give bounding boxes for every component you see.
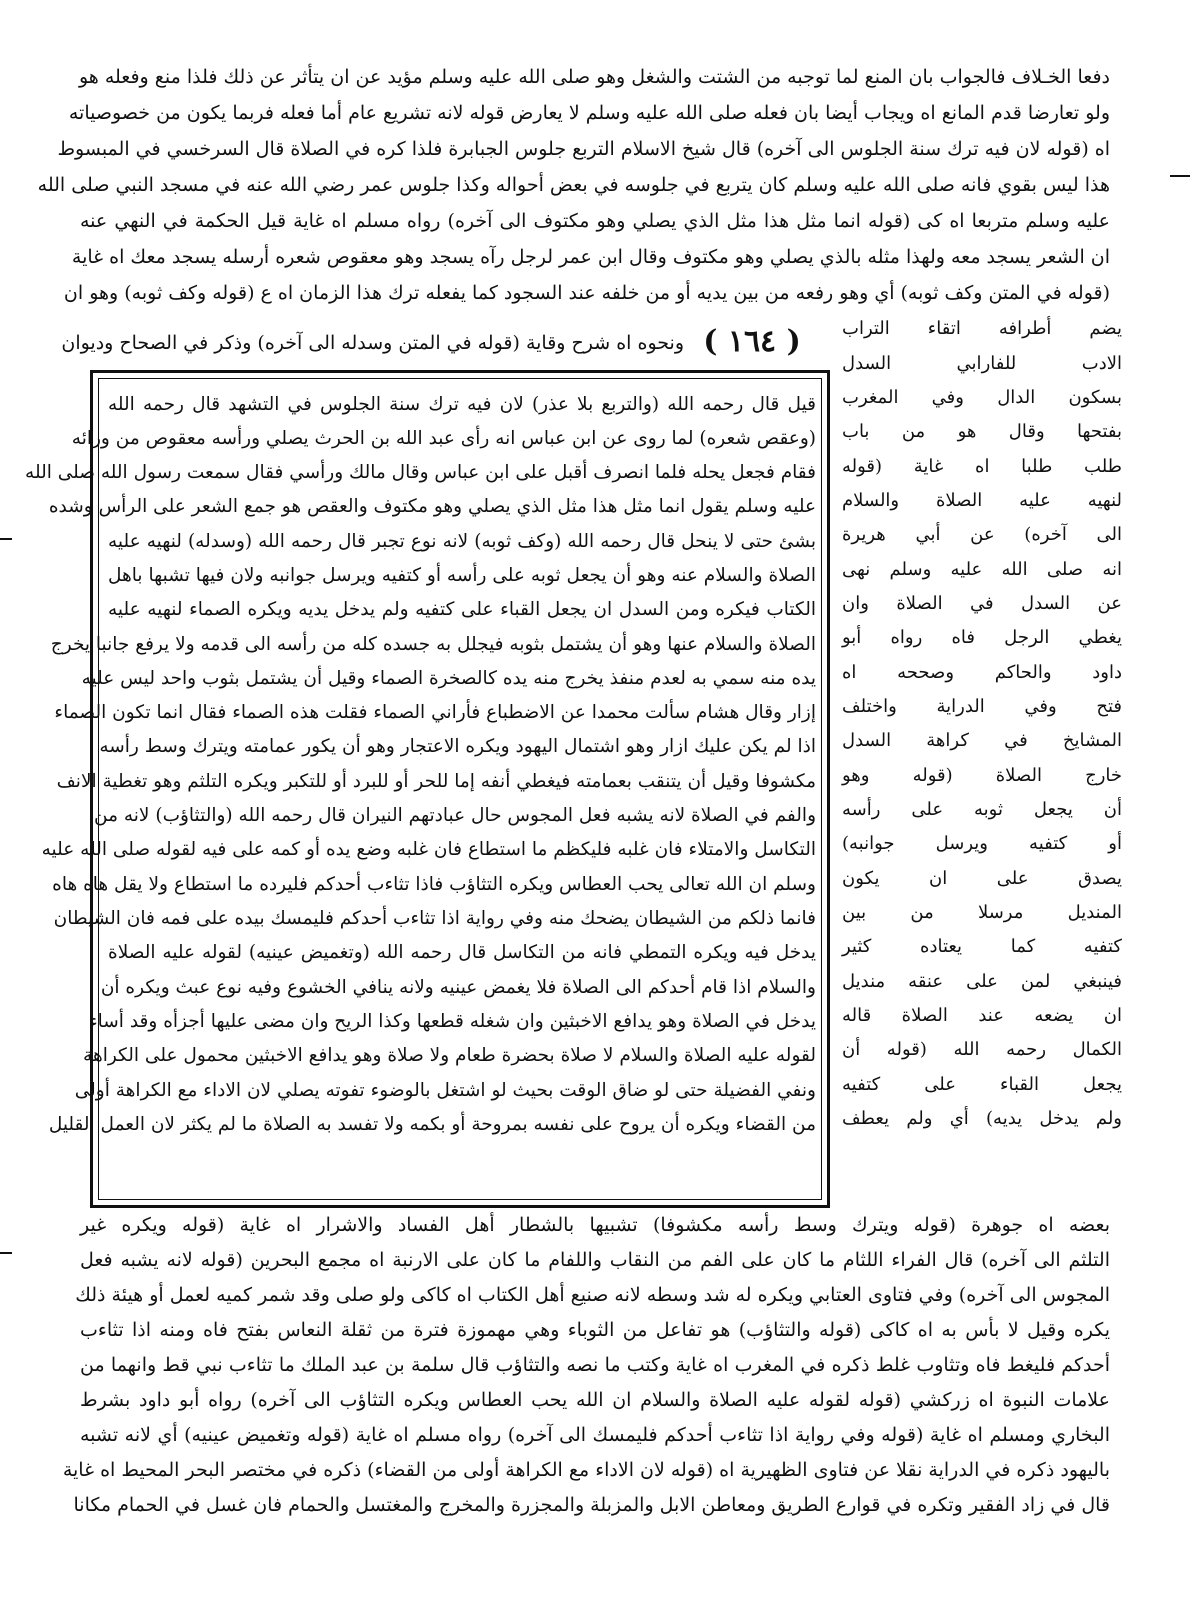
bottom-line: المجوس الى آخره) وفي فتاوى العتابي ويكره له شد وسطه لانه صنيع أهل الكتاب اه كاكى ولو صلى وقد شمر كميه لعمل أو هيئة ذلك (75, 1284, 1110, 1306)
top-line: هذا ليس بقوي فانه صلى الله عليه وسلم كان يتربع في جلوسه في بعض أحواله وكذا جلوس عمر رضي الله عنه في مسجد النبي صلى الله (37, 174, 1110, 196)
side-line: عن السدل في الصلاة وان (842, 593, 1122, 614)
main-line: بشئ حتى لا ينحل قال رحمه الله (وكف ثوبه) لانه نوع تجبر قال رحمه الله (وسدله) لنهيه عليه (108, 531, 816, 552)
main-line: يدخل فيه ويكره التمطي فانه من التكاسل قال رحمه الله (وتغميض عينيه) لقوله عليه الصلاة (108, 942, 816, 963)
side-line: أن يجعل ثوبه على رأسه (842, 799, 1122, 820)
main-line: اذا لم يكن عليك ازار وهو اشتمال اليهود ويكره الاعتجار وهو أن يكور عمامته ويترك وسط رأسه (99, 736, 816, 757)
margin-mark (1170, 175, 1190, 177)
side-fragment: يضم أطرافه اتقاء التراب (842, 318, 1122, 339)
main-line: عليه وسلم يقول انما مثل هذا مثل الذي يصلي وهو مكتوف والعقص هو جمع الشعر على الرأس وشده (48, 496, 816, 517)
side-line: يجعل القباء على كتفيه (842, 1074, 1122, 1095)
main-line: التكاسل والامتلاء فان غلبه فليكظم ما استطاع فان غلبه وضع يده أو كمه على فيه لقوله صلى الله عليه (41, 839, 816, 860)
side-line: داود والحاكم وصححه اه (842, 662, 1122, 683)
side-line: كتفيه كما يعتاده كثير (842, 936, 1122, 957)
page-number: ( ١٦٤ ) (703, 324, 801, 359)
side-line: بفتحها وقال هو من باب (842, 421, 1122, 442)
main-line: ونفي الفضيلة حتى لو ضاق الوقت بحيث لو اشتغل بالوضوء تفوته يصلي لان الاداء مع الكراهة أولى (74, 1080, 816, 1101)
main-line: (وعقص شعره) لما روى عن ابن عباس انه رأى عبد الله بن الحرث يصلي ورأسه معقوص من ورائه (71, 428, 816, 449)
main-line: مكشوفا وقيل أن يتنقب بعمامته فيغطي أنفه إما للحر أو للبرد أو للتكبر ويكره التلثم وهو تغطية الانف (56, 771, 816, 792)
main-line: فقام فجعل يحله فلما انصرف أقبل على ابن عباس وقال مالك ورأسي فقال سمعت رسول الله صلى الله (25, 462, 816, 483)
margin-mark (0, 538, 12, 540)
main-line: يده منه سمي به لعدم منفذ يخرج منه يده كالصخرة الصماء وقيل أن يشتمل بثوب واحد ليس عليه (81, 668, 816, 689)
bottom-line: باليهود ذكره في الدراية نقلا عن فتاوى الظهيرية اه (قوله لان الاداء مع الكراهة أولى من القضاء) ذكره في مختصر البحر المحيط اه غاية (62, 1459, 1110, 1481)
bottom-line: بعضه اه جوهرة (قوله ويترك وسط رأسه مكشوفا) تشبيها بالشطار أهل الفساد والاشرار اه غاية (قوله ويكره غير (80, 1214, 1110, 1236)
side-line: ان يضعه عند الصلاة قاله (842, 1005, 1122, 1026)
bottom-line: أحدكم فليغط فاه وتثاوب غلط ذكره في المغرب اه غاية وكتب ما نصه والتثاؤب قال سلمة بن عبد الملك ما تثاءب نبي قط وانهما من (80, 1354, 1110, 1376)
main-line: لقوله عليه الصلاة والسلام لا صلاة بحضرة طعام ولا صلاة وهو يدافع الاخبثين محمول على الكراهة (83, 1045, 816, 1066)
bottom-line: قال في زاد الفقير وتكره في قوارع الطريق ومعاطن الابل والمزبلة والمجزرة والمخرج والمغتسل والحمام فان غسل في الحمام مكانا (73, 1494, 1110, 1516)
main-line: قيل قال رحمه الله (والتربع بلا عذر) لان فيه ترك سنة الجلوس في التشهد قال رحمه الله (108, 394, 816, 415)
bottom-line: البخاري ومسلم اه غاية (قوله وفي رواية اذا تثاءب أحدكم فليمسك الى آخره) رواه مسلم اه غاية (قوله وتغميض عينيه) أي لانه تشبه (80, 1424, 1110, 1446)
bottom-line: علامات النبوة اه زركشي (قوله لقوله عليه الصلاة والسلام ان الله يحب العطاس ويكره التثاؤب الى آخره) رواه أبو داود بشرط (80, 1389, 1110, 1411)
main-line: والسلام اذا قام أحدكم الى الصلاة فلا يغمض عينيه ولانه ينافي الخشوع وفيه نوع عبث ويكره أن (100, 977, 816, 998)
side-line: ولم يدخل يديه) أي ولم يعطف (842, 1108, 1122, 1129)
side-line: المنديل مرسلا من بين (842, 902, 1122, 923)
top-line: (قوله في المتن وكف ثوبه) أي وهو رفعه من بين يديه أو من خلفه عند السجود كما يفعله ترك هذا الزمان اه ع (قوله وكف ثوبه) وهو ان (63, 282, 1110, 304)
top-line: ولو تعارضا قدم المانع اه ويجاب أيضا بان فعله صلى الله عليه وسلم لا يعارض قوله لانه تشريع عام أما فعله فربما يكون من خصوصياته (68, 102, 1110, 124)
side-line: الى آخره) عن أبي هريرة (842, 524, 1122, 545)
main-line: وسلم ان الله تعالى يحب العطاس ويكره التثاؤب فاذا تثاءب أحدكم فليرده ما استطاع ولا يقل هاه هاه (52, 874, 816, 895)
bottom-line: التلثم الى آخره) قال الفراء اللثام ما كان على الفم من النقاب واللفام ما كان على الارنبة اه مجمع البحرين (قوله لانه يشبه فعل (80, 1249, 1110, 1271)
top-line: ان الشعر يسجد معه ولهذا مثله بالذي يصلي وهو مكتوف وقال ابن عمر لرجل رآه يسجد وهو معقوص شعره أرسله يسجد معك اه غاية (71, 246, 1110, 268)
side-line: الادب للفارابي السدل (842, 353, 1122, 374)
side-line: طلب طلبا اه غاية (قوله (842, 456, 1122, 477)
side-line: يغطي الرجل فاه رواه أبو (842, 627, 1122, 648)
side-line: فينبغي لمن على عنقه منديل (842, 971, 1122, 992)
main-line: يدخل في الصلاة وهو يدافع الاخبثين وان شغله قطعها وكذا الريح وان مضى عليها أجزأه وقد أساء (88, 1011, 816, 1032)
main-line: الصلاة والسلام عنها وهو أن يشتمل بثوبه فيجلل به جسده كله من رأسه الى قدمه ولا يرفع جانبا يخرج (50, 634, 816, 655)
top-line: دفعا الخـلاف فالجواب بان المنع لما توجبه من الشتت والشغل وهو صلى الله عليه وسلم مؤيد عن ان يتأثر عن ذلك فلذا منع وفعله هو (78, 66, 1110, 88)
main-line (108, 1142, 816, 1176)
side-line: المشايخ في كراهة السدل (842, 730, 1122, 751)
bottom-line: يكره وقيل لا بأس به اه كاكى (قوله والتثاؤب) هو تفاعل من الثوباء وهي مهموزة فترة من ثقلة النعاس بفتح فاه ومنه اذا تثاءب (80, 1319, 1110, 1341)
main-line: من القضاء ويكره أن يروح على نفسه بمروحة أو بكمه ولا تفسد به الصلاة ما لم يكثر لان العمل القليل (48, 1114, 816, 1135)
side-line: انه صلى الله عليه وسلم نهى (842, 559, 1122, 580)
main-line: الصلاة والسلام عنه وهو أن يجعل ثوبه على رأسه أو كتفيه ويرسل جوانبه ولان فيها تشبها باهل (108, 565, 816, 586)
main-line: فانما ذلكم من الشيطان يضحك منه وفي رواية اذا تثاءب أحدكم فليمسك بيده على فمه فان الشيطان (53, 908, 816, 929)
top-line: عليه وسلم متربعا اه كى (قوله انما مثل هذا مثل الذي يصلي وهو مكتوف الى آخره) رواه مسلم اه غاية قيل الحكمة في النهي عنه (80, 210, 1110, 232)
side-line: لنهيه عليه الصلاة والسلام (842, 490, 1122, 511)
side-line: فتح وفي الدراية واختلف (842, 696, 1122, 717)
main-line: والفم في الصلاة لانه يشبه فعل المجوس حال عبادتهم النيران قال رحمه الله (والتثاؤب) لانه من (93, 805, 816, 826)
side-line: الكمال رحمه الله (قوله أن (842, 1039, 1122, 1060)
main-line: إزار وقال هشام سألت محمدا عن الاضطباع فأراني الصماء فقلت هذه الصماء فقال انما تكون الصماء (54, 702, 816, 723)
side-line: يصدق على ان يكون (842, 868, 1122, 889)
side-line: بسكون الدال وفي المغرب (842, 387, 1122, 408)
side-line: أو كتفيه ويرسل جوانبه) (842, 833, 1122, 854)
top-line: اه (قوله لان فيه ترك سنة الجلوس الى آخره) قال شيخ الاسلام التربع جلوس الجبابرة فلذا كره في الصلاة قال السرخسي في المبسوط (57, 138, 1110, 160)
top-line: ونحوه اه شرح وقاية (قوله في المتن وسدله الى آخره) وذكر في الصحاح وديوان (61, 332, 684, 354)
side-line: خارج الصلاة (قوله وهو (842, 765, 1122, 786)
margin-mark (0, 1252, 12, 1254)
main-line: الكتاب فيكره ومن السدل ان يجعل القباء على كتفيه ولم يدخل يديه ويكره الصماء لنهيه عليه (108, 599, 816, 620)
